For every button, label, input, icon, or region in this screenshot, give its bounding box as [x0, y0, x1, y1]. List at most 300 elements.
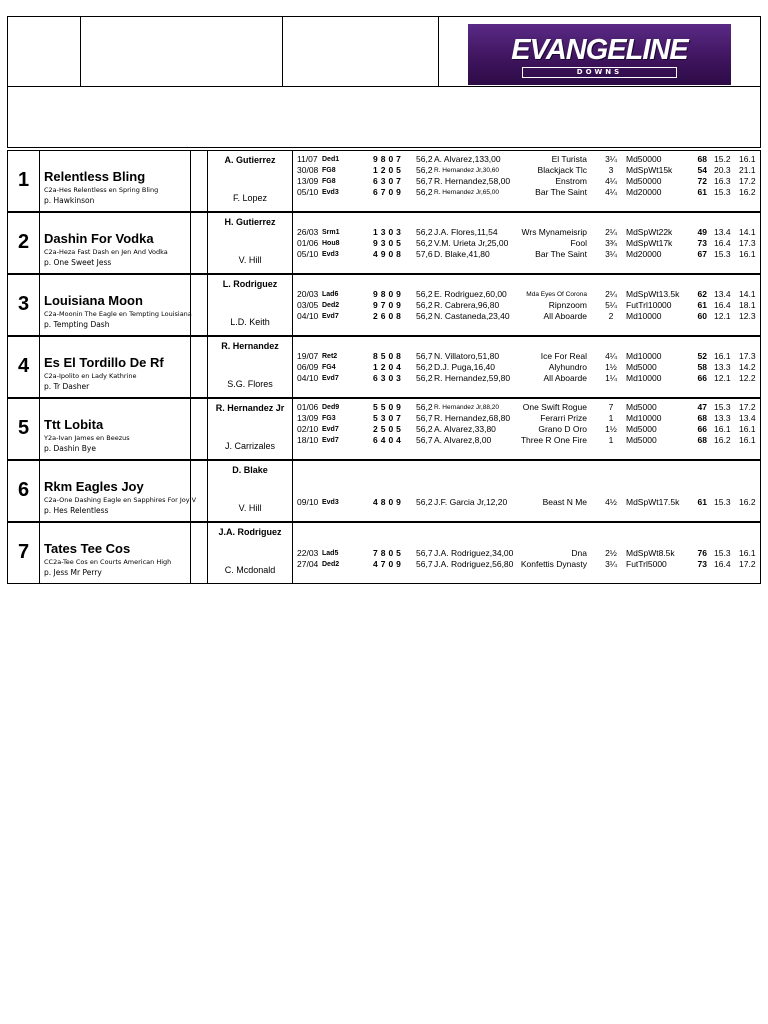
race-class: Md10000 — [626, 373, 662, 383]
speed-figure: 61 — [697, 300, 707, 310]
post-position: 7 — [8, 523, 40, 583]
race-positions: 1205 — [373, 165, 404, 175]
race-jockey: A. Alvarez,133,00 — [434, 154, 501, 164]
race-line — [295, 300, 760, 311]
race-winner: Grano D Oro — [538, 424, 587, 434]
race-weight: 56,7 — [416, 176, 433, 186]
race-jockey: D. Blake,41,80 — [434, 249, 490, 259]
race-track: Evd3 — [322, 189, 339, 196]
speed-figure: 58 — [697, 362, 707, 372]
speed-figure: 66 — [697, 424, 707, 434]
split-1: 15.3 — [714, 402, 731, 412]
split-1: 16.4 — [714, 300, 731, 310]
race-weight: 56,2 — [416, 227, 433, 237]
race-track: Evd7 — [322, 437, 339, 444]
race-jockey: R. Hernandez Jr,65,00 — [434, 189, 500, 196]
race-line — [295, 311, 760, 322]
race-line — [295, 154, 760, 165]
speed-figure: 76 — [697, 548, 707, 558]
race-line — [295, 249, 760, 260]
race-date: 04/10 — [297, 373, 319, 383]
evangeline-downs-logo — [468, 24, 731, 85]
race-positions: 5509 — [373, 402, 404, 412]
owner: p. Jess Mr Perry — [44, 568, 102, 577]
jockey-name: H. Gutierrez — [224, 217, 276, 227]
race-track: Hou8 — [322, 240, 340, 247]
race-winner: Ferarri Prize — [540, 413, 587, 423]
race-margin: 1 — [608, 435, 614, 445]
race-class: Md50000 — [626, 154, 662, 164]
split-2: 16.1 — [739, 154, 756, 164]
split-1: 15.3 — [714, 249, 731, 259]
race-track: Evd7 — [322, 426, 339, 433]
race-positions: 8508 — [373, 351, 404, 361]
pedigree: C2a-One Dashing Eagle en Sapphires For Joy V — [44, 496, 197, 504]
race-margin: 3¼ — [605, 559, 617, 569]
race-positions: 1303 — [373, 227, 404, 237]
race-winner: Enstrom — [555, 176, 587, 186]
race-positions: 9809 — [373, 289, 404, 299]
split-1: 15.3 — [714, 497, 731, 507]
race-date: 11/07 — [297, 154, 318, 164]
race-jockey: R. Hernandez Jr,88,20 — [434, 404, 500, 411]
split-2: 21.1 — [739, 165, 756, 175]
split-2: 17.2 — [739, 402, 756, 412]
horse-cell — [40, 523, 191, 583]
jockey-name: L. Rodriguez — [222, 279, 278, 289]
race-margin: 1½ — [605, 362, 617, 372]
race-track: Ded1 — [322, 156, 340, 163]
race-date: 09/10 — [297, 497, 319, 507]
race-jockey: E. Rodriguez,60,00 — [434, 289, 507, 299]
race-winner: All Aboarde — [543, 373, 587, 383]
race-line — [295, 402, 760, 413]
horse-cell — [40, 461, 197, 521]
spacer-cell — [191, 399, 208, 459]
split-2: 16.1 — [739, 249, 756, 259]
race-margin: 3¼ — [605, 154, 617, 164]
race-class: MdSpWt13.5k — [626, 289, 680, 299]
speed-figure: 73 — [697, 238, 707, 248]
race-track: Evd3 — [322, 251, 339, 258]
split-2: 16.1 — [739, 435, 756, 445]
past-performances — [295, 337, 760, 397]
past-performances — [295, 523, 760, 583]
race-date: 01/06 — [297, 238, 319, 248]
race-margin: 1½ — [605, 424, 617, 434]
race-winner: All Aboarde — [543, 311, 587, 321]
split-1: 16.1 — [714, 351, 731, 361]
race-positions: 4908 — [373, 249, 404, 259]
race-jockey: D.J. Puga,16,40 — [434, 362, 495, 372]
race-margin: 3 — [608, 165, 614, 175]
race-date: 05/10 — [297, 249, 319, 259]
connections-cell — [208, 461, 293, 521]
split-1: 13.4 — [714, 289, 731, 299]
split-1: 15.3 — [714, 548, 731, 558]
race-weight: 56,2 — [416, 187, 433, 197]
race-weight: 56,7 — [416, 351, 433, 361]
race-date: 20/03 — [297, 289, 319, 299]
split-1: 13.3 — [714, 362, 731, 372]
speed-figure: 67 — [697, 249, 707, 259]
split-2: 17.2 — [739, 176, 756, 186]
race-date: 02/10 — [297, 424, 319, 434]
race-margin: 2 — [608, 311, 614, 321]
speed-figure: 60 — [697, 311, 707, 321]
race-jockey: A. Alvarez,33,80 — [434, 424, 496, 434]
race-positions: 9709 — [373, 300, 404, 310]
speed-figure: 47 — [697, 402, 707, 412]
owner: p. Tempting Dash — [44, 320, 110, 329]
speed-figure: 62 — [697, 289, 707, 299]
race-jockey: N. Villatoro,51,80 — [434, 351, 500, 361]
race-line — [295, 497, 760, 508]
race-track: Evd7 — [322, 313, 339, 320]
entry-row — [7, 212, 761, 274]
spacer-cell — [191, 461, 208, 521]
race-margin: 5¼ — [605, 300, 617, 310]
race-class: Md20000 — [626, 187, 662, 197]
race-winner: El Turista — [551, 154, 587, 164]
race-class: Md20000 — [626, 249, 662, 259]
race-class: MdSpWt17k — [626, 238, 673, 248]
race-jockey: N. Castaneda,23,40 — [434, 311, 510, 321]
pedigree: CC2a-Tee Cos en Courts American High — [44, 558, 172, 566]
race-line — [295, 187, 760, 198]
owner: p. Hes Relentless — [44, 506, 109, 515]
race-jockey: V.M. Urieta Jr,25,00 — [434, 238, 509, 248]
past-performances — [295, 151, 760, 211]
split-2: 14.1 — [739, 227, 756, 237]
race-date: 03/05 — [297, 300, 319, 310]
entry-row — [7, 336, 761, 398]
race-positions: 4809 — [373, 497, 404, 507]
race-line — [295, 373, 760, 384]
race-jockey: R. Cabrera,96,80 — [434, 300, 500, 310]
race-track: Ret2 — [322, 353, 338, 360]
horse-cell — [40, 399, 191, 459]
race-margin: 4¼ — [605, 351, 617, 361]
horse-name: Dashin For Vodka — [44, 231, 154, 246]
race-margin: 7 — [608, 402, 614, 412]
race-winner: Ripnzoom — [548, 300, 587, 310]
split-1: 13.3 — [714, 413, 731, 423]
race-class: Md5000 — [626, 402, 657, 412]
race-weight: 56,7 — [416, 548, 433, 558]
trainer-name: F. Lopez — [232, 193, 268, 203]
horse-cell — [40, 213, 191, 273]
race-date: 13/09 — [297, 176, 319, 186]
speed-figure: 72 — [697, 176, 707, 186]
race-winner: Ice For Real — [540, 351, 587, 361]
trainer-name: S.G. Flores — [227, 379, 273, 389]
race-track: Srm1 — [322, 229, 340, 236]
past-performances — [295, 213, 760, 273]
past-performances — [295, 275, 760, 335]
jockey-name: R. Hernandez — [221, 341, 279, 351]
spacer-cell — [191, 213, 208, 273]
pedigree: C2a-Ipolito en Lady Kathrine — [44, 372, 137, 380]
post-position: 5 — [8, 399, 40, 459]
race-class: Md10000 — [626, 413, 662, 423]
race-class: MdSpWt15k — [626, 165, 673, 175]
race-weight: 56,7 — [416, 413, 433, 423]
header-top-row — [7, 16, 761, 87]
split-1: 20.3 — [714, 165, 731, 175]
entry-row — [7, 460, 761, 522]
header-cell — [8, 17, 81, 86]
trainer-name: L.D. Keith — [230, 317, 270, 327]
race-margin: 3¾ — [605, 238, 617, 248]
race-winner: Beast N Me — [542, 497, 587, 507]
split-2: 17.3 — [739, 238, 756, 248]
race-positions: 4709 — [373, 559, 404, 569]
header-cell — [283, 17, 439, 86]
race-line — [295, 227, 760, 238]
race-jockey: J.F. Garcia Jr,12,20 — [434, 497, 508, 507]
connections-cell — [208, 151, 293, 211]
owner: p. Tr Dasher — [44, 382, 90, 391]
speed-figure: 68 — [697, 154, 707, 164]
connections-cell — [208, 523, 293, 583]
past-performances — [295, 461, 760, 521]
logo-wordmark: EVANGELINE — [511, 34, 688, 66]
speed-figure: 73 — [697, 559, 707, 569]
race-positions: 6404 — [373, 435, 404, 445]
race-jockey: J.A. Flores,11,54 — [434, 227, 498, 237]
trainer-name: C. Mcdonald — [224, 565, 276, 575]
race-date: 13/09 — [297, 413, 319, 423]
race-line — [295, 362, 760, 373]
jockey-name: D. Blake — [232, 465, 268, 475]
race-track: Ded2 — [322, 561, 340, 568]
split-1: 16.2 — [714, 435, 731, 445]
split-2: 16.1 — [739, 548, 756, 558]
race-date: 19/07 — [297, 351, 319, 361]
entry-row — [7, 274, 761, 336]
speed-figure: 61 — [697, 497, 707, 507]
split-1: 16.4 — [714, 238, 731, 248]
speed-figure: 54 — [697, 165, 707, 175]
race-track: FG8 — [322, 178, 336, 185]
race-line — [295, 176, 760, 187]
entry-row — [7, 150, 761, 212]
race-weight: 57,6 — [416, 249, 433, 259]
race-positions: 6709 — [373, 187, 404, 197]
race-jockey: A. Alvarez,8,00 — [434, 435, 492, 445]
race-line — [295, 413, 760, 424]
owner: p. Hawkinson — [44, 196, 95, 205]
jockey-name: J.A. Rodriguez — [218, 527, 282, 537]
race-line — [295, 559, 760, 570]
split-2: 12.3 — [739, 311, 756, 321]
race-margin: 2¼ — [605, 227, 617, 237]
split-1: 12.1 — [714, 311, 731, 321]
race-weight: 56,2 — [416, 402, 433, 412]
header-bottom-row — [7, 86, 761, 148]
race-winner: Alyhundro — [548, 362, 587, 372]
race-jockey: R. Hernandez,58,00 — [434, 176, 511, 186]
race-weight: 56,2 — [416, 362, 433, 372]
split-2: 16.1 — [739, 424, 756, 434]
race-winner: Wrs Mynameisrip — [521, 227, 587, 237]
speed-figure: 61 — [697, 187, 707, 197]
race-jockey: R. Hernandez,59,80 — [434, 373, 511, 383]
speed-figure: 68 — [697, 435, 707, 445]
race-date: 26/03 — [297, 227, 319, 237]
race-class: FutTrl10000 — [626, 300, 672, 310]
race-class: Md5000 — [626, 435, 657, 445]
race-line — [295, 435, 760, 446]
race-weight: 56,7 — [416, 559, 433, 569]
post-position: 2 — [8, 213, 40, 273]
connections-cell — [208, 275, 293, 335]
race-weight: 56,2 — [416, 154, 433, 164]
race-class: MdSpWt22k — [626, 227, 673, 237]
past-performances — [295, 399, 760, 459]
connections-cell — [208, 337, 293, 397]
race-date: 22/03 — [297, 548, 319, 558]
race-winner: Bar The Saint — [535, 249, 587, 259]
race-class: Md10000 — [626, 311, 662, 321]
horse-name: Ttt Lobita — [44, 417, 104, 432]
pedigree: C2a-Moonin The Eagle en Tempting Louisiana — [44, 310, 192, 318]
split-1: 16.3 — [714, 176, 731, 186]
race-track: Lad5 — [322, 550, 339, 557]
race-date: 01/06 — [297, 402, 319, 412]
race-date: 06/09 — [297, 362, 319, 372]
spacer-cell — [191, 151, 208, 211]
logo-subtitle: DOWNS — [522, 67, 677, 78]
split-2: 16.2 — [739, 497, 756, 507]
race-line — [295, 424, 760, 435]
speed-figure: 52 — [697, 351, 707, 361]
race-weight: 56,2 — [416, 424, 433, 434]
race-weight: 56,2 — [416, 373, 433, 383]
race-weight: 56,2 — [416, 238, 433, 248]
post-position: 1 — [8, 151, 40, 211]
race-track: FG3 — [322, 415, 336, 422]
split-1: 16.4 — [714, 559, 731, 569]
connections-cell — [208, 213, 293, 273]
race-weight: 56,2 — [416, 165, 433, 175]
split-2: 16.2 — [739, 187, 756, 197]
race-winner: Bar The Saint — [535, 187, 587, 197]
race-class: MdSpWt17.5k — [626, 497, 680, 507]
race-line — [295, 238, 760, 249]
split-2: 13.4 — [739, 413, 756, 423]
race-weight: 56,7 — [416, 435, 433, 445]
race-winner: Mda Eyes Of Corona — [526, 291, 587, 298]
split-2: 17.2 — [739, 559, 756, 569]
horse-cell — [40, 151, 191, 211]
race-margin: 4¼ — [605, 187, 617, 197]
post-position: 6 — [8, 461, 40, 521]
split-2: 14.2 — [739, 362, 756, 372]
trainer-name: V. Hill — [238, 503, 262, 513]
race-margin: 1 — [608, 413, 614, 423]
speed-figure: 68 — [697, 413, 707, 423]
entry-row — [7, 522, 761, 584]
race-date: 04/10 — [297, 311, 319, 321]
race-date: 05/10 — [297, 187, 319, 197]
split-1: 13.4 — [714, 227, 731, 237]
race-positions: 7805 — [373, 548, 404, 558]
entry-row — [7, 398, 761, 460]
race-line — [295, 165, 760, 176]
horse-cell — [40, 275, 191, 335]
jockey-name: A. Gutierrez — [224, 155, 276, 165]
race-positions: 2608 — [373, 311, 404, 321]
race-track: FG8 — [322, 167, 336, 174]
race-winner: Three R One Fire — [520, 435, 587, 445]
race-jockey: J.A. Rodriguez,34,00 — [434, 548, 514, 558]
race-track: Evd7 — [322, 375, 339, 382]
race-positions: 9807 — [373, 154, 404, 164]
split-1: 15.3 — [714, 187, 731, 197]
jockey-name: R. Hernandez Jr — [215, 403, 285, 413]
race-positions: 1204 — [373, 362, 404, 372]
race-line — [295, 289, 760, 300]
split-2: 18.1 — [739, 300, 756, 310]
race-class: Md50000 — [626, 176, 662, 186]
race-positions: 6307 — [373, 176, 404, 186]
owner: p. Dashin Bye — [44, 444, 96, 453]
race-weight: 56,2 — [416, 311, 433, 321]
header-table — [7, 16, 761, 148]
race-margin: 2½ — [605, 548, 617, 558]
race-winner: Konfettis Dynasty — [520, 559, 587, 569]
horse-name: Tates Tee Cos — [44, 541, 131, 556]
horse-name: Louisiana Moon — [44, 293, 143, 308]
split-2: 14.1 — [739, 289, 756, 299]
owner: p. One Sweet Jess — [44, 258, 112, 267]
race-positions: 2505 — [373, 424, 404, 434]
race-track: Ded9 — [322, 404, 340, 411]
race-positions: 9305 — [373, 238, 404, 248]
pedigree: C2a-Heza Fast Dash en Jen And Vodka — [44, 248, 168, 256]
split-2: 17.3 — [739, 351, 756, 361]
speed-figure: 49 — [697, 227, 707, 237]
race-winner: One Swift Rogue — [522, 402, 587, 412]
race-line — [295, 351, 760, 362]
horse-cell — [40, 337, 191, 397]
race-margin: 4½ — [605, 497, 617, 507]
split-1: 12.1 — [714, 373, 731, 383]
header-cell — [81, 17, 283, 86]
race-track: FG4 — [322, 364, 336, 371]
split-1: 15.2 — [714, 154, 731, 164]
race-class: FutTrl5000 — [626, 559, 667, 569]
horse-name: Rkm Eagles Joy — [44, 479, 144, 494]
race-track: Evd3 — [322, 499, 339, 506]
trainer-name: V. Hill — [238, 255, 262, 265]
race-jockey: R. Hernandez,68,80 — [434, 413, 511, 423]
race-class: Md10000 — [626, 351, 662, 361]
race-class: Md5000 — [626, 424, 657, 434]
race-date: 27/04 — [297, 559, 319, 569]
horse-name: Es El Tordillo De Rf — [44, 355, 164, 370]
race-track: Ded2 — [322, 302, 340, 309]
speed-figure: 66 — [697, 373, 707, 383]
race-class: MdSpWt8.5k — [626, 548, 675, 558]
race-jockey: J.A. Rodriguez,56,80 — [434, 559, 514, 569]
race-margin: 1¼ — [605, 373, 617, 383]
race-winner: Fool — [570, 238, 587, 248]
post-position: 4 — [8, 337, 40, 397]
race-positions: 6303 — [373, 373, 404, 383]
